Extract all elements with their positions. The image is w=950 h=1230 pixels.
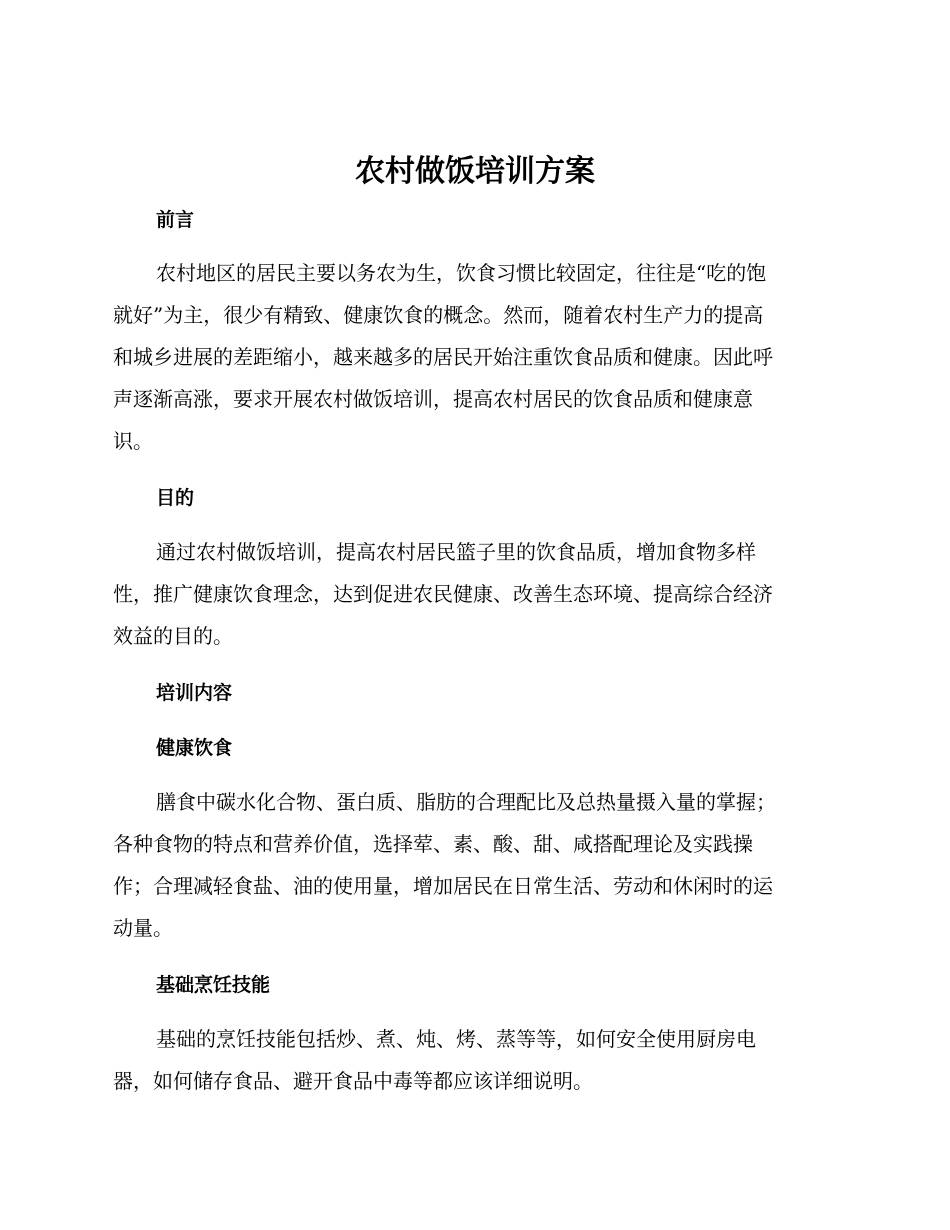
healthy-diet-paragraph xyxy=(113,781,835,949)
paragraph-line: 效益的目的。 xyxy=(113,624,233,648)
paragraph-line: 就好”为主，很少有精致、健康饮食的概念。然而，随着农村生产力的提高 xyxy=(113,303,764,327)
paragraph-line: 声逐渐高涨，要求开展农村做饭培训，提高农村居民的饮食品质和健康意 xyxy=(113,387,753,411)
paragraph-line: 基础的烹饪技能包括炒、煮、炖、烤、蒸等等，如何安全使用厨房电 xyxy=(156,1027,756,1051)
preface-paragraph xyxy=(113,252,835,462)
paragraph-line: 通过农村做饭培训，提高农村居民篮子里的饮食品质，增加食物多样 xyxy=(156,540,756,564)
paragraph-line: 作；合理减轻食盐、油的使用量，增加居民在日常生活、劳动和休闲时的运 xyxy=(113,874,773,898)
basic-cooking-paragraph xyxy=(113,1018,835,1102)
section-heading-purpose: 目的 xyxy=(156,487,195,509)
paragraph-line: 农村地区的居民主要以务农为生，饮食习惯比较固定，往往是“吃的饱 xyxy=(156,261,767,285)
paragraph-line: 动量。 xyxy=(113,916,173,940)
paragraph-line: 和城乡进展的差距缩小，越来越多的居民开始注重饮食品质和健康。因此呼 xyxy=(113,345,773,369)
paragraph-line: 器，如何储存食品、避开食品中毒等都应该详细说明。 xyxy=(113,1069,593,1093)
paragraph-line: 识。 xyxy=(113,429,153,453)
section-heading-training-content: 培训内容 xyxy=(156,682,233,704)
document-title: 农村做饭培训方案 xyxy=(355,154,595,189)
section-heading-healthy-diet: 健康饮食 xyxy=(156,737,233,759)
section-heading-preface: 前言 xyxy=(156,209,195,231)
paragraph-line: 膳食中碳水化合物、蛋白质、脂肪的合理配比及总热量摄入量的掌握； xyxy=(156,790,776,814)
purpose-paragraph xyxy=(113,531,835,657)
paragraph-line: 性，推广健康饮食理念，达到促进农民健康、改善生态环境、提高综合经济 xyxy=(113,582,773,606)
paragraph-line: 各种食物的特点和营养价值，选择荤、素、酸、甜、咸搭配理论及实践操 xyxy=(113,832,753,856)
section-heading-basic-cooking-skills: 基础烹饪技能 xyxy=(156,974,271,996)
